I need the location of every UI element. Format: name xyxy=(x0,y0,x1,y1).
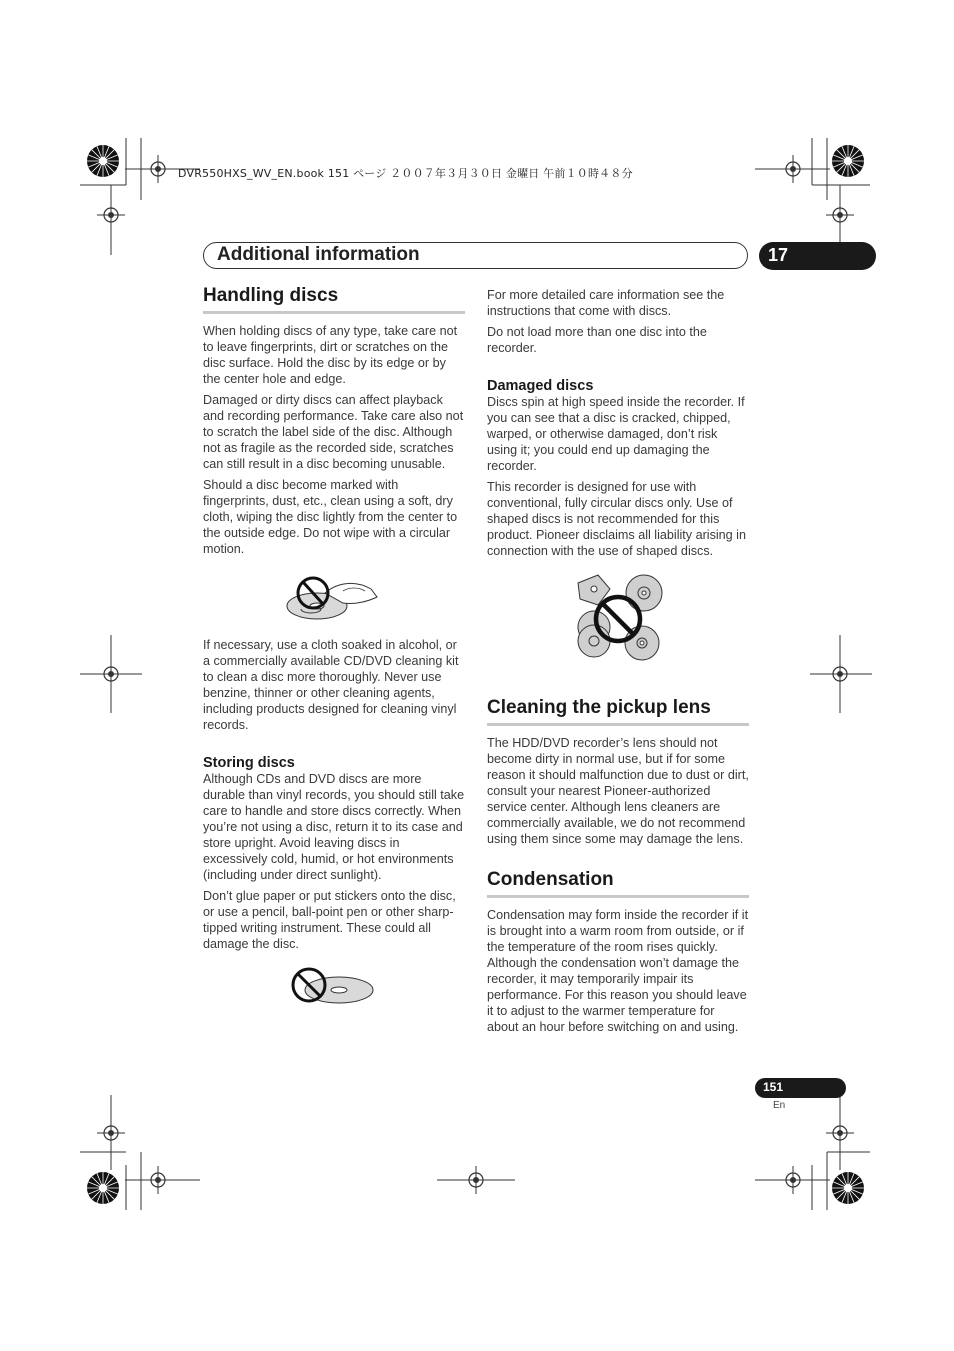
care-paragraph-1: For more detailed care information see the instructions that come with discs. xyxy=(487,288,725,318)
damaged-paragraph-2: This recorder is designed for use with conventional, fully circular discs only. Use of shaped discs is not recommended for this product. Pioneer disclaims all liability arising in connection with the use of shaped discs. xyxy=(487,480,746,558)
damaged-discs-heading: Damaged discs xyxy=(487,378,594,394)
care-paragraph-2: Do not load more than one disc into the recorder. xyxy=(487,325,707,355)
chapter-title: Additional information xyxy=(217,244,420,265)
lens-paragraph-1: The HDD/DVD recorder’s lens should not become dirty in normal use, but if for some reason it should malfunction due to dust or dirt, consult your nearest Pioneer-authorized service center. Although lens cleaners are commercially available, we do not recommend using them since some may damage the lens. xyxy=(487,736,749,846)
right-column xyxy=(487,287,749,1040)
handling-discs-heading: Handling discs xyxy=(203,285,465,314)
page-number: 151 xyxy=(763,1080,784,1094)
no-writing-on-disc-illustration xyxy=(289,964,379,1010)
handling-paragraph-4: If necessary, use a cloth soaked in alcohol, or a commercially available CD/DVD cleaning kit to clean a disc more thoroughly. Never use benzine, thinner or other cleaning agents, including products designed for cleaning vinyl records. xyxy=(203,638,459,732)
handling-paragraph-3: Should a disc become marked with fingerprints, dust, etc., clean using a soft, dry cloth, wiping the disc lightly from the center to the outside edge. Do not wipe with a circular motion. xyxy=(203,478,458,556)
cleaning-pickup-lens-heading: Cleaning the pickup lens xyxy=(487,697,749,726)
wipe-disc-illustration xyxy=(279,571,389,629)
condensation-heading: Condensation xyxy=(487,869,749,898)
storing-paragraph-2: Don’t glue paper or put stickers onto the disc, or use a pencil, ball-point pen or other sharp-tipped writing instrument. These could all damage the disc. xyxy=(203,889,456,951)
handling-paragraph-2: Damaged or dirty discs can affect playback and recording performance. Take care also not to scratch the label side of the disc. Although not as fragile as the recorded side, scratches can still result in a disc becoming unusable. xyxy=(203,393,464,471)
chapter-number-tab xyxy=(759,242,876,270)
chapter-number: 17 xyxy=(768,245,789,265)
storing-discs-heading: Storing discs xyxy=(203,755,295,771)
condensation-paragraph-1: Condensation may form inside the recorder if it is brought into a warm room from outside, or if the temperature of the room rises quickly. Although the condensation won’t damage the recorder, it may temporarily impair its performance. For this reason you should leave it to adjust to the warmer temperature for about an hour before switching on and using. xyxy=(487,908,749,1034)
page-language: En xyxy=(773,1100,786,1111)
damaged-paragraph-1: Discs spin at high speed inside the recorder. If you can see that a disc is cracked, chipped, warped, or otherwise damaged, don’t risk using it; you could end up damaging the recorder. xyxy=(487,395,745,473)
print-file-header: DVR550HXS_WV_EN.book 151 ページ ２００７年３月３０日 金曜日 午前１０時４８分 xyxy=(178,167,633,180)
storing-paragraph-1: Although CDs and DVD discs are more durable than vinyl records, you should still take care to handle and store discs correctly. When you’re not using a disc, return it to its case and store upright. Avoid leaving discs in excessively cold, humid, or hot environments (including under direct sunlight). xyxy=(203,772,465,882)
left-column xyxy=(203,285,465,1010)
shaped-discs-prohibited-illustration xyxy=(568,571,668,667)
handling-paragraph-1: When holding discs of any type, take care not to leave fingerprints, dirt or scratches on the disc surface. Hold the disc by its edge or by the center hole and edge. xyxy=(203,324,458,386)
